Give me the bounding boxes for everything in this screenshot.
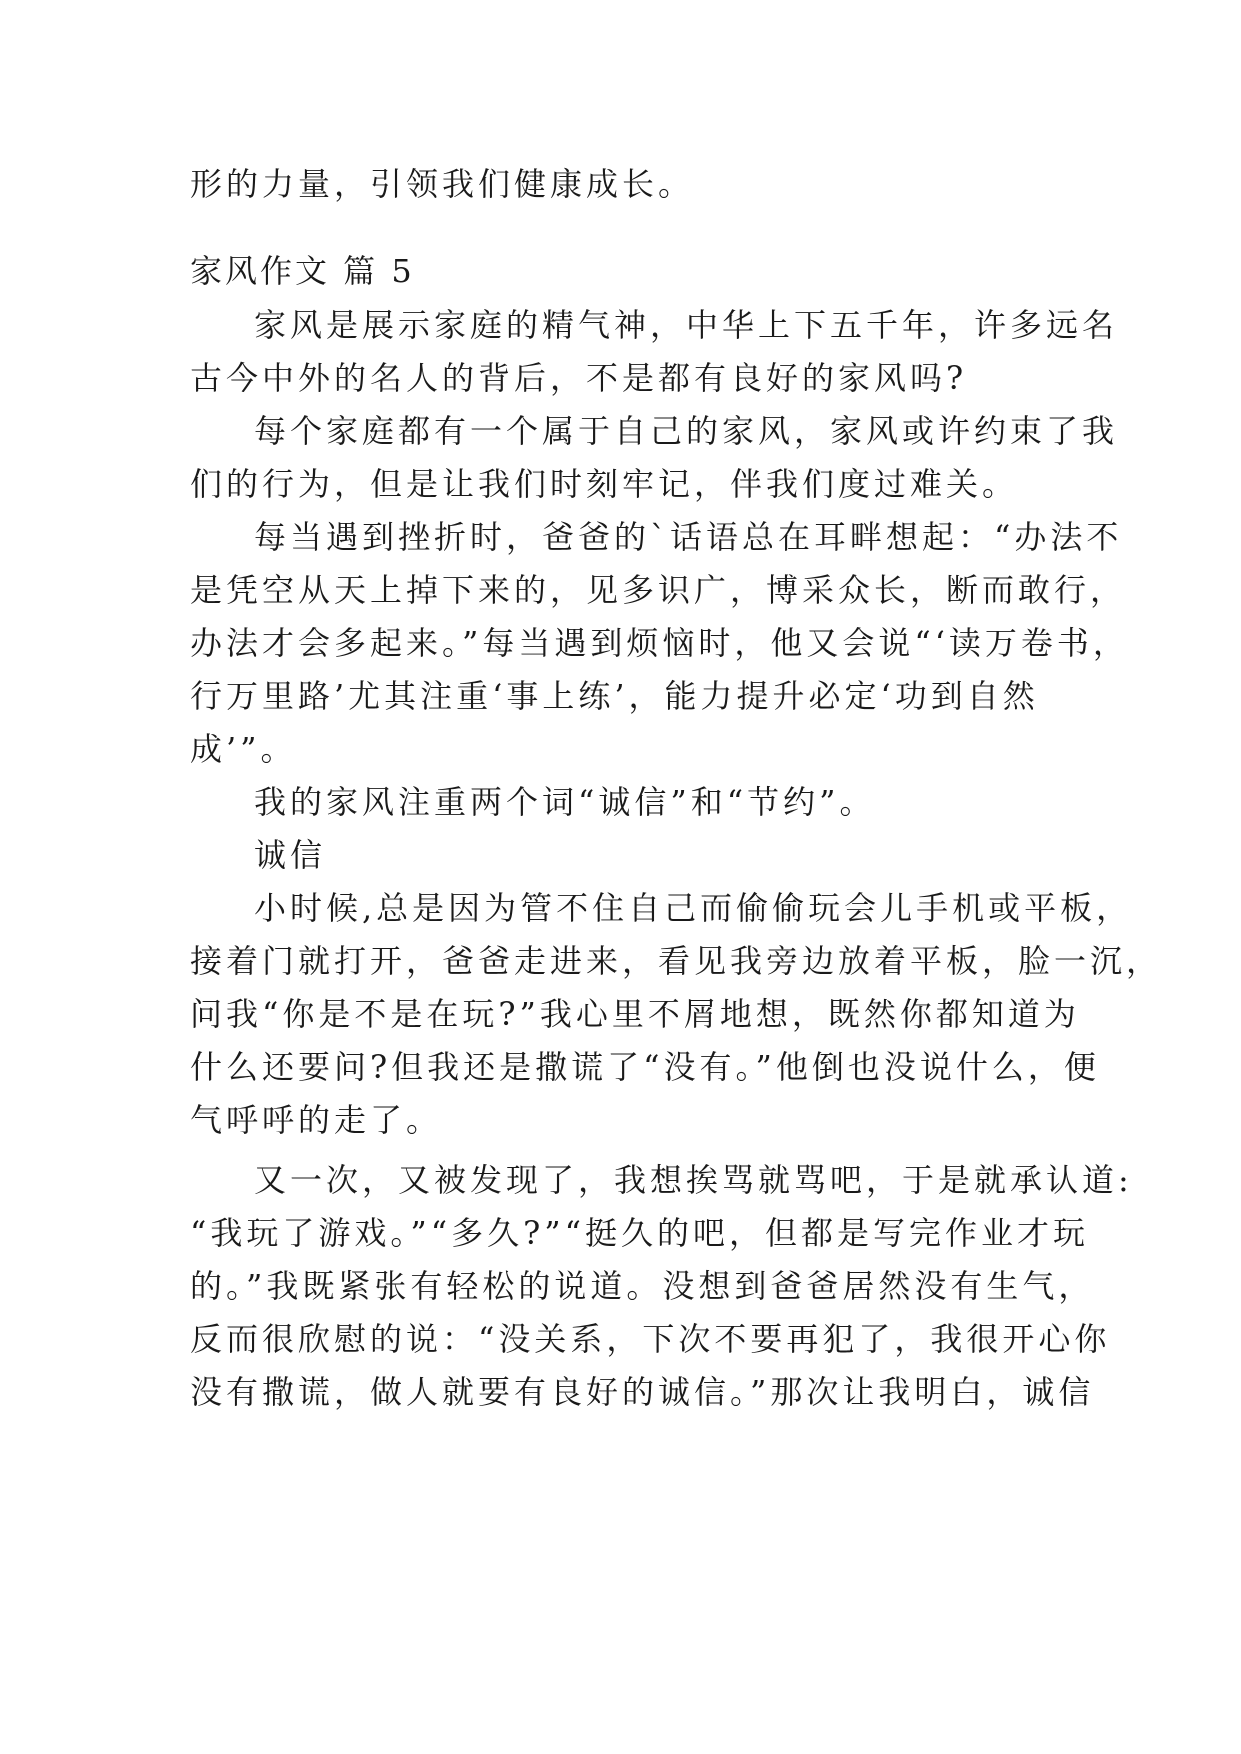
paragraph-line: 的。”我既紧张有轻松的说道。没想到爸爸居然没有生气， — [190, 1267, 1095, 1305]
paragraph-line: 又一次，又被发现了，我想挨骂就骂吧，于是就承认道: — [254, 1161, 1133, 1199]
section-heading: 家风作文 篇 5 — [190, 252, 415, 290]
paragraph-line: 办法才会多起来。”每当遇到烦恼时，他又会说“‘读万卷书， — [190, 624, 1129, 662]
paragraph-line: 每当遇到挫折时，爸爸的`话语总在耳畔想起：“办法不 — [254, 518, 1123, 556]
paragraph-line: 什么还要问?但我还是撒谎了“没有。”他倒也没说什么，便 — [190, 1048, 1100, 1086]
paragraph-line: 我的家风注重两个词“诚信”和“节约”。 — [254, 783, 876, 821]
paragraph-line: 问我“你是不是在玩?”我心里不屑地想，既然你都知道为 — [190, 995, 1080, 1033]
paragraph-line: 没有撒谎，做人就要有良好的诚信。”那次让我明白，诚信 — [190, 1373, 1095, 1411]
paragraph-line: 气呼呼的走了。 — [190, 1101, 443, 1139]
paragraph-line: 古今中外的名人的背后，不是都有良好的家风吗? — [190, 359, 968, 397]
paragraph-line: 们的行为，但是让我们时刻牢记，伴我们度过难关。 — [190, 465, 1019, 503]
paragraph-line: 形的力量，引领我们健康成长。 — [190, 165, 695, 203]
paragraph-line: “我玩了游戏。”“多久?”“挺久的吧，但都是写完作业才玩 — [190, 1214, 1089, 1252]
paragraph-line: 接着门就打开，爸爸走进来，看见我旁边放着平板，脸一沉， — [190, 942, 1163, 980]
subheading: 诚信 — [254, 836, 327, 874]
paragraph-line: 是凭空从天上掉下来的，见多识广，博采众长，断而敢行， — [190, 571, 1127, 609]
paragraph-line: 小时候,总是因为管不住自己而偷偷玩会儿手机或平板， — [254, 889, 1133, 927]
paragraph-line: 反而很欣慰的说：“没关系，下次不要再犯了，我很开心你 — [190, 1320, 1111, 1358]
paragraph-line: 家风是展示家庭的精气神，中华上下五千年，许多远名 — [254, 306, 1119, 344]
paragraph-line: 成’”。 — [190, 730, 297, 768]
paragraph-line: 行万里路’尤其注重‘事上练’，能力提升必定‘功到自然 — [190, 677, 1039, 715]
paragraph-line: 每个家庭都有一个属于自己的家风，家风或许约束了我 — [254, 412, 1119, 450]
